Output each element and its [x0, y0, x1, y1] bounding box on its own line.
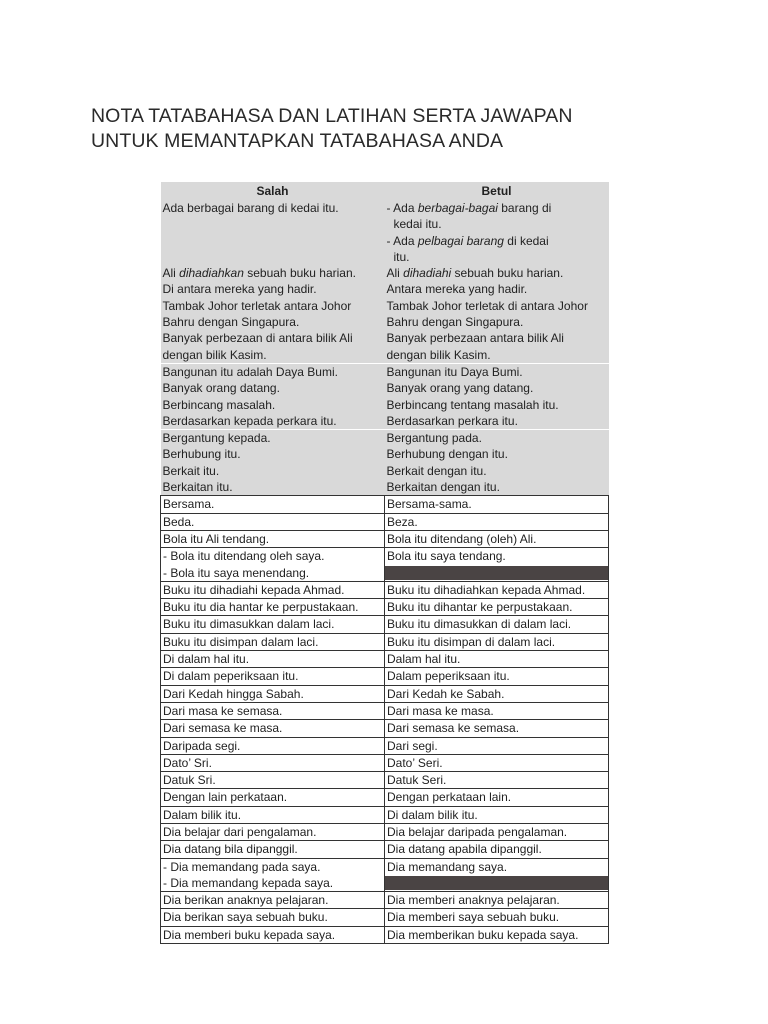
cell-betul: Bola itu saya tendang. [385, 548, 609, 582]
table-row [161, 281, 609, 297]
cell-salah: Datuk Sri. [161, 772, 385, 789]
table-row [161, 616, 609, 633]
table-row [161, 363, 609, 380]
table-row [161, 772, 609, 789]
cell-salah: Ali dihadiahkan sebuah buku harian. [161, 265, 385, 281]
table-row [161, 530, 609, 547]
title-line-2: UNTUK MEMANTAPKAN TATABAHASA ANDA [91, 130, 504, 152]
cell-betul: Dari segi. [385, 737, 609, 754]
table-row [161, 858, 609, 892]
cell-salah: Dari semasa ke masa. [161, 720, 385, 737]
table-row [161, 463, 609, 479]
table-row [161, 265, 609, 281]
cell-salah: Berkaitan itu. [161, 479, 385, 496]
table-row [161, 892, 609, 909]
cell-salah: Banyak orang datang. [161, 380, 385, 396]
cell-betul: Dalam peperiksaan itu. [385, 668, 609, 685]
cell-salah: Dengan lain perkataan. [161, 789, 385, 806]
cell-betul: Berbincang tentang masalah itu. [385, 397, 609, 413]
cell-betul: Ali dihadiahi sebuah buku harian. [385, 265, 609, 281]
table-row [161, 841, 609, 858]
table-row [161, 789, 609, 806]
cell-betul: Tambak Johor terletak di antara Johor Bahru dengan Singapura. [385, 298, 609, 331]
cell-betul: Berdasarkan perkara itu. [385, 413, 609, 430]
cell-salah: Bola itu Ali tendang. [161, 530, 385, 547]
cell-salah: Beda. [161, 513, 385, 530]
cell-betul: Datuk Seri. [385, 772, 609, 789]
cell-betul: Bergantung pada. [385, 430, 609, 447]
cell-betul: Dato’ Seri. [385, 754, 609, 771]
title-line-1: NOTA TATABAHASA DAN LATIHAN SERTA JAWAPAN [91, 105, 573, 127]
table-row [161, 479, 609, 496]
cell-betul: Berkait dengan itu. [385, 463, 609, 479]
table-row [161, 633, 609, 650]
table-row [161, 754, 609, 771]
table-header-row [161, 182, 609, 200]
cell-salah: Dia memberi buku kepada saya. [161, 926, 385, 943]
cell-betul: Antara mereka yang hadir. [385, 281, 609, 297]
cell-betul: Beza. [385, 513, 609, 530]
cell-salah: Dia berikan saya sebuah buku. [161, 909, 385, 926]
table-row [161, 823, 609, 840]
cell-salah: Berhubung itu. [161, 446, 385, 462]
cell-betul: Dia memandang saya. [385, 858, 609, 892]
cell-betul: Buku itu dimasukkan di dalam laci. [385, 616, 609, 633]
cell-salah: Buku itu dimasukkan dalam laci. [161, 616, 385, 633]
cell-betul: - Ada berbagai-bagai barang di kedai itu. - Ada pelbagai barang di kedai itu. [385, 200, 609, 265]
table-row [161, 413, 609, 430]
cell-salah: Berbincang masalah. [161, 397, 385, 413]
cell-salah: Bangunan itu adalah Daya Bumi. [161, 363, 385, 380]
cell-salah: Di dalam peperiksaan itu. [161, 668, 385, 685]
table-row [161, 330, 609, 363]
cell-betul: Bola itu ditendang (oleh) Ali. [385, 530, 609, 547]
table-row [161, 651, 609, 668]
cell-salah: Tambak Johor terletak antara Johor Bahru dengan Singapura. [161, 298, 385, 331]
cell-betul: Berkaitan dengan itu. [385, 479, 609, 496]
cell-betul: Buku itu dihantar ke perpustakaan. [385, 599, 609, 616]
cell-betul: Dari masa ke masa. [385, 702, 609, 719]
cell-salah: Dato’ Sri. [161, 754, 385, 771]
table-row [161, 599, 609, 616]
cell-betul: Dalam hal itu. [385, 651, 609, 668]
cell-betul: Dia datang apabila dipanggil. [385, 841, 609, 858]
table-row [161, 581, 609, 598]
bordered-rows [161, 496, 609, 944]
cell-salah: Bersama. [161, 496, 385, 513]
table-row [161, 496, 609, 513]
cell-salah: Dalam bilik itu. [161, 806, 385, 823]
cell-betul: Buku itu disimpan di dalam laci. [385, 633, 609, 650]
cell-betul: Banyak orang yang datang. [385, 380, 609, 396]
table-row [161, 397, 609, 413]
table-row [161, 446, 609, 462]
grammar-table [160, 182, 609, 944]
table-row [161, 720, 609, 737]
table-row [161, 926, 609, 943]
cell-betul: Bersama-sama. [385, 496, 609, 513]
cell-salah: Berdasarkan kepada perkara itu. [161, 413, 385, 430]
table-row [161, 298, 609, 331]
cell-salah: - Bola itu ditendang oleh saya. - Bola itu saya menendang. [161, 548, 385, 582]
cell-salah: Banyak perbezaan di antara bilik Ali dengan bilik Kasim. [161, 330, 385, 363]
cell-betul: Dari semasa ke semasa. [385, 720, 609, 737]
cell-salah: Dari Kedah hingga Sabah. [161, 685, 385, 702]
cell-betul: Dia memberi anaknya pelajaran. [385, 892, 609, 909]
header-betul: Betul [385, 182, 609, 200]
table-row [161, 668, 609, 685]
cell-salah: Buku itu disimpan dalam laci. [161, 633, 385, 650]
cell-salah: - Dia memandang pada saya. - Dia memandang kepada saya. [161, 858, 385, 892]
shaded-cell [385, 876, 608, 890]
cell-betul: Di dalam bilik itu. [385, 806, 609, 823]
cell-salah: Berkait itu. [161, 463, 385, 479]
table-row [161, 909, 609, 926]
table-row [161, 380, 609, 396]
cell-salah: Di dalam hal itu. [161, 651, 385, 668]
cell-salah: Dia belajar dari pengalaman. [161, 823, 385, 840]
cell-betul: Dengan perkataan lain. [385, 789, 609, 806]
cell-salah: Di antara mereka yang hadir. [161, 281, 385, 297]
table-row [161, 200, 609, 265]
cell-betul: Berhubung dengan itu. [385, 446, 609, 462]
page-title [91, 104, 691, 154]
table-row [161, 737, 609, 754]
cell-betul: Dia memberi saya sebuah buku. [385, 909, 609, 926]
table-row [161, 548, 609, 582]
cell-betul: Bangunan itu Daya Bumi. [385, 363, 609, 380]
cell-salah: Dia datang bila dipanggil. [161, 841, 385, 858]
cell-betul: Banyak perbezaan antara bilik Ali dengan bilik Kasim. [385, 330, 609, 363]
cell-betul: Dari Kedah ke Sabah. [385, 685, 609, 702]
cell-salah: Bergantung kepada. [161, 430, 385, 447]
table-row [161, 702, 609, 719]
cell-salah: Daripada segi. [161, 737, 385, 754]
table-row [161, 685, 609, 702]
table-row [161, 430, 609, 447]
cell-salah: Buku itu dihadiahi kepada Ahmad. [161, 581, 385, 598]
cell-betul: Dia belajar daripada pengalaman. [385, 823, 609, 840]
cell-betul: Dia memberikan buku kepada saya. [385, 926, 609, 943]
header-salah: Salah [161, 182, 385, 200]
cell-salah: Dia berikan anaknya pelajaran. [161, 892, 385, 909]
cell-salah: Ada berbagai barang di kedai itu. [161, 200, 385, 265]
cell-betul: Buku itu dihadiahkan kepada Ahmad. [385, 581, 609, 598]
table-row [161, 806, 609, 823]
cell-salah: Buku itu dia hantar ke perpustakaan. [161, 599, 385, 616]
shaded-cell [385, 566, 608, 580]
cell-salah: Dari masa ke semasa. [161, 702, 385, 719]
table-row [161, 513, 609, 530]
